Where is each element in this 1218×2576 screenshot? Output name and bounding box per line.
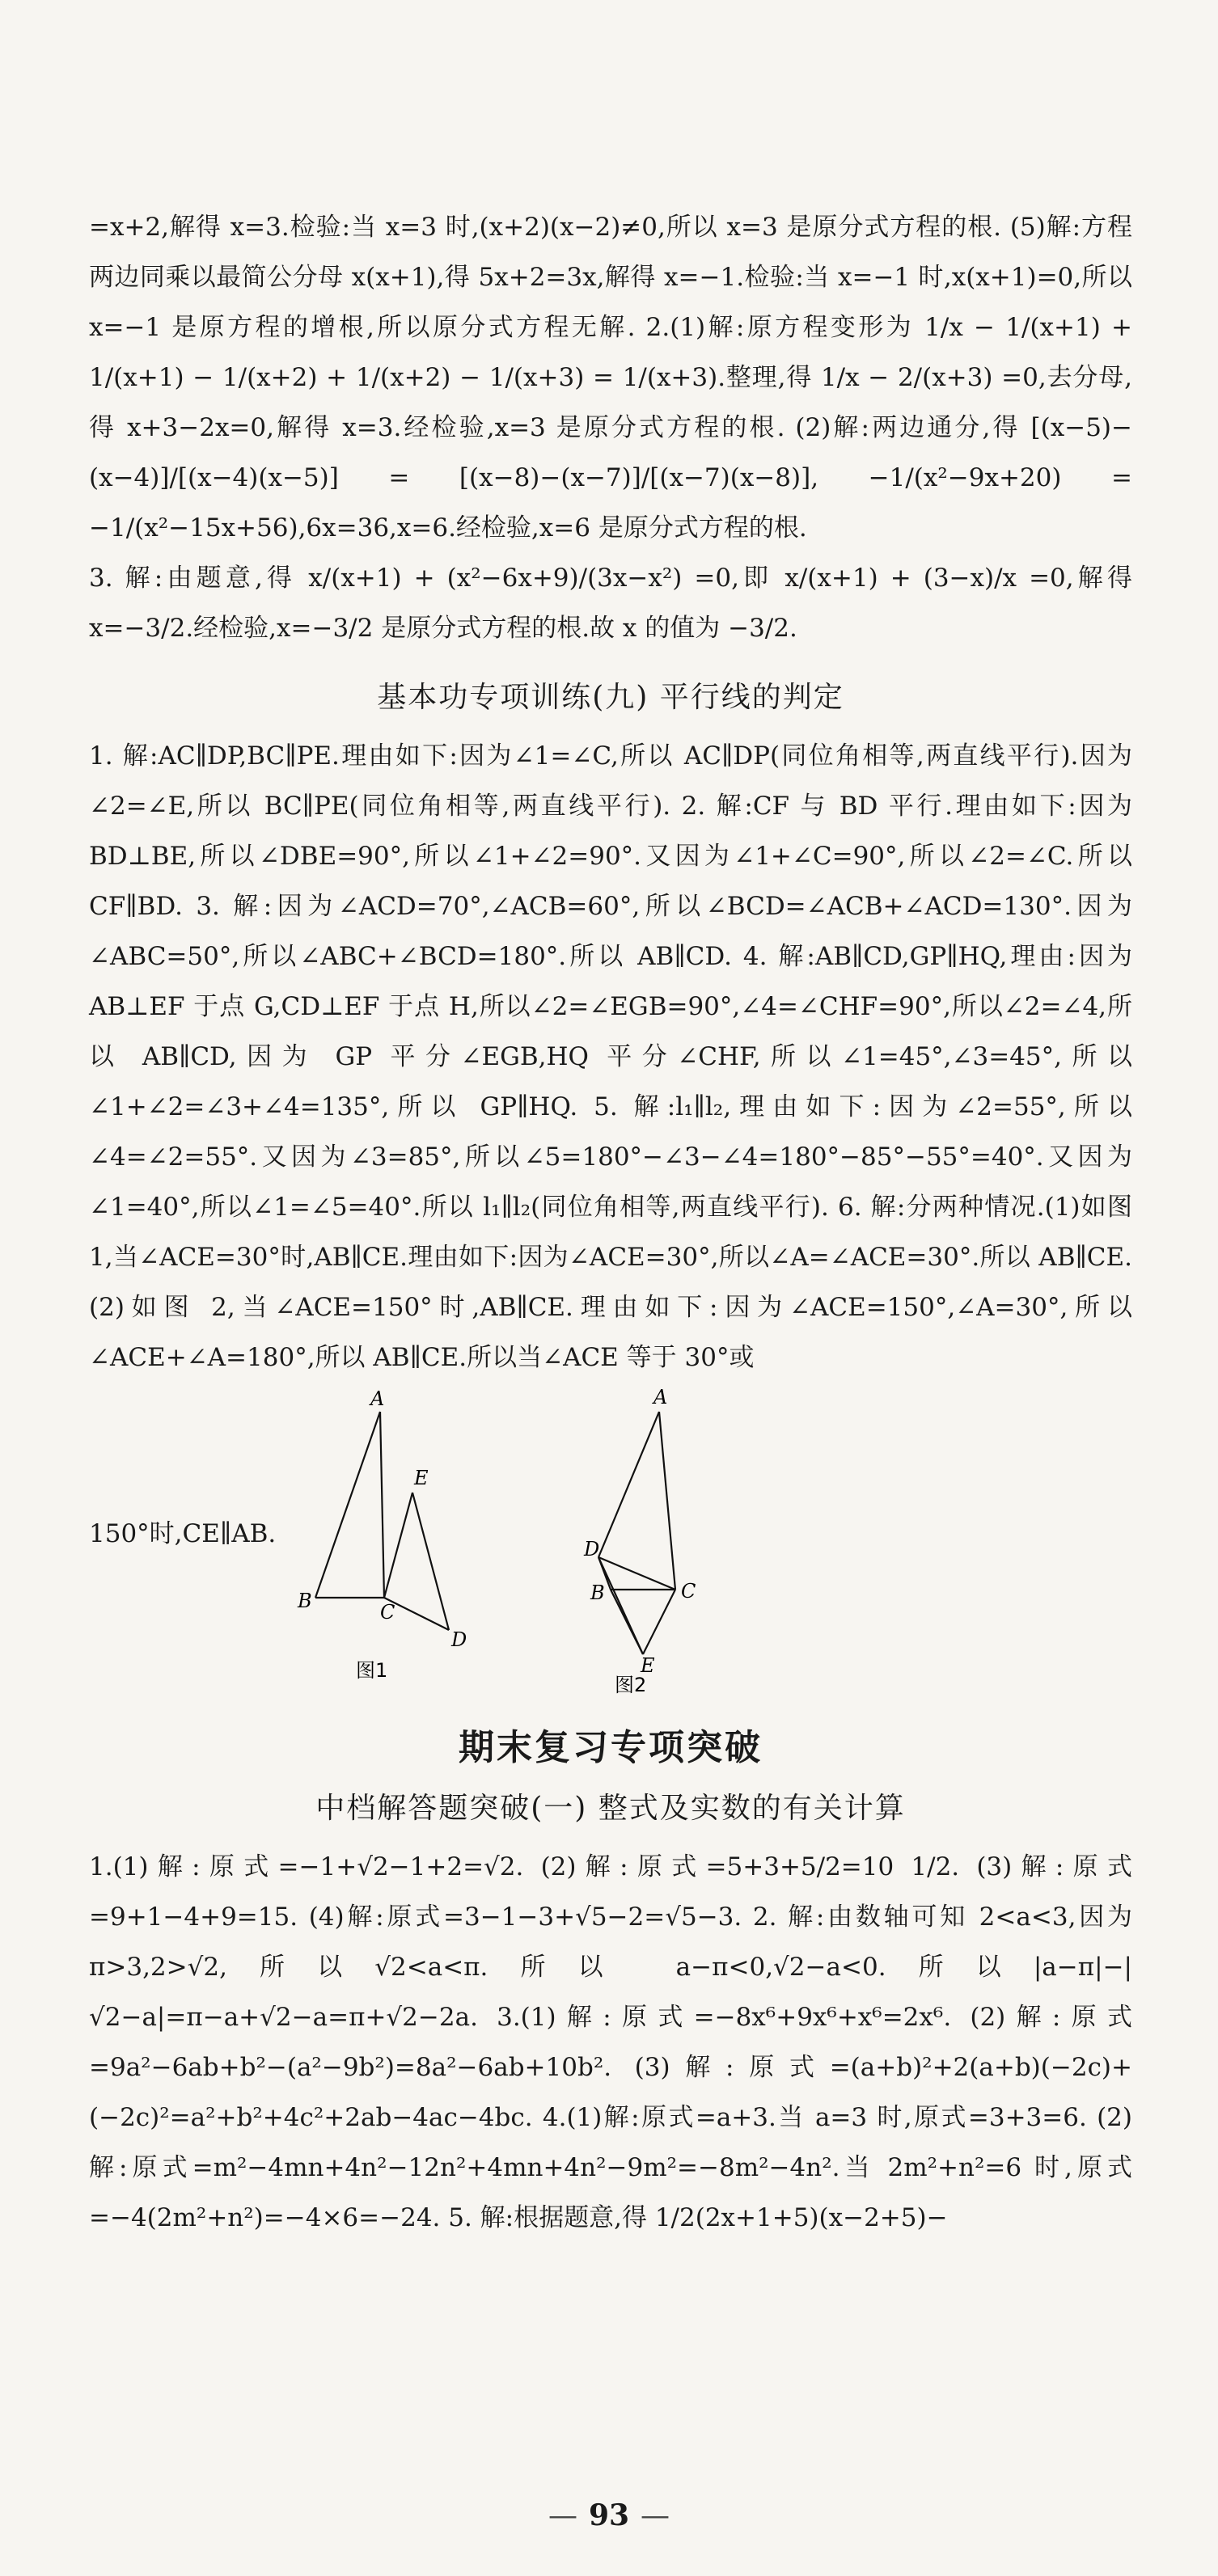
figure-2-caption: 图2 [615, 1674, 647, 1696]
page-number-footer: — 93 — [548, 2498, 670, 2532]
answer-paragraph-calculation: 1.(1)解:原式=−1+√2−1+2=√2. (2)解:原式=5+3+5/2=10 1/2. (3)解:原式=9+1−4+9=15. (4)解:原式=3−1−3+√5−2=√5−3. 2. 解:由数轴可知 2<a<3,因为 π>3,2>√2,所以√2<a<π.所以 a−π<0,√2−a<0.所以|a−π|−|√2−a|=π−a+√2−a=π+√2−2a. 3.(1)解:原式=−8x⁶+9x⁶+x⁶=2x⁶. (2)解:原式=9a²−6ab+b²−(a²−9b²)=8a²−6ab+10b². (3)解:原式=(a+b)²+2(a+b)(−2c)+(−2c)²=a²+b²+4c²+2ab−4ac−4bc. 4.(1)解:原式=a+3.当 a=3 时,原式=3+3=6. (2)解:原式=m²−4mn+4n²−12n²+4mn+4n²−9m²=−8m²−4n².当 2m²+n²=6 时,原式=−4(2m²+n²)=−4×6=−24. 5. 解:根据题意,得 1/2(2x+1+5)(x−2+5)− [89, 1852, 1132, 2232]
fig2-label-d: D [584, 1538, 600, 1560]
answer-paragraph-fractional-equations: =x+2,解得 x=3.检验:当 x=3 时,(x+2)(x−2)≠0,所以 x=3 是原分式方程的根. (5)解:方程两边同乘以最简公分母 x(x+1),得 5x+2=3x,解得 x=−1.检验:当 x=−1 时,x(x+1)=0,所以 x=−1 是原方程的增根,所以原分式方程无解. 2.(1)解:原方程变形为 1/x − 1/(x+1) + 1/(x+1) − 1/(x+2) + 1/(x+2) − 1/(x+3) = 1/(x+3).整理,得 1/x − 2/(x+3) =0,去分母,得 x+3−2x=0,解得 x=3.经检验,x=3 是原分式方程的根. (2)解:两边通分,得 [(x−5)−(x−4)]/[(x−4)(x−5)] = [(x−8)−(x−7)]/[(x−7)(x−8)], −1/(x²−9x+20) = −1/(x²−15x+56),6x=36,x=6.经检验,x=6 是原分式方程的根. [89, 213, 1132, 543]
fig2-label-c: C [681, 1580, 696, 1603]
figure-lead-text: 150°时,CE∥AB. [89, 1519, 277, 1548]
page-content [89, 202, 1132, 2243]
fig1-label-e: E [414, 1467, 429, 1489]
answer-paragraph-q3: 3. 解:由题意,得 x/(x+1) + (x²−6x+9)/(3x−x²) =0,即 x/(x+1) + (3−x)/x =0,解得 x=−3/2.经检验,x=−3/2 是原分式方程的根.故 x 的值为 −3/2. [89, 564, 1133, 643]
figure-2-diagram [566, 1386, 728, 1696]
figure-2 [566, 1386, 728, 1696]
figure-1-diagram [291, 1387, 485, 1687]
fig1-label-c: C [380, 1601, 395, 1624]
fig1-label-d: D [451, 1628, 467, 1651]
chapter-title: 期末复习专项突破 [459, 1727, 763, 1768]
page-number: 93 [588, 2498, 630, 2532]
fig1-label-b: B [298, 1590, 312, 1612]
section-title-parallel-lines: 基本功专项训练(九) 平行线的判定 [377, 681, 844, 714]
fig2-label-b: B [590, 1581, 605, 1604]
fig1-label-a: A [370, 1387, 385, 1410]
answer-paragraph-parallel-lines: 1. 解:AC∥DP,BC∥PE.理由如下:因为∠1=∠C,所以 AC∥DP(同位角相等,两直线平行).因为∠2=∠E,所以 BC∥PE(同位角相等,两直线平行). 2. 解:CF 与 BD 平行.理由如下:因为 BD⊥BE,所以∠DBE=90°,所以∠1+∠2=90°.又因为∠1+∠C=90°,所以∠2=∠C.所以 CF∥BD. 3. 解:因为∠ACD=70°,∠ACB=60°,所以∠BCD=∠ACB+∠ACD=130°.因为∠ABC=50°,所以∠ABC+∠BCD=180°.所以 AB∥CD. 4. 解:AB∥CD,GP∥HQ,理由:因为 AB⊥EF 于点 G,CD⊥EF 于点 H,所以∠2=∠EGB=90°,∠4=∠CHF=90°,所以∠2=∠4,所以 AB∥CD,因为 GP 平分∠EGB,HQ 平分∠CHF,所以∠1=45°,∠3=45°,所以∠1+∠2=∠3+∠4=135°,所以 GP∥HQ. 5. 解:l₁∥l₂,理由如下:因为∠2=55°,所以∠4=∠2=55°.又因为∠3=85°,所以∠5=180°−∠3−∠4=180°−85°−55°=40°.又因为∠1=40°,所以∠1=∠5=40°.所以 l₁∥l₂(同位角相等,两直线平行). 6. 解:分两种情况.(1)如图 1,当∠ACE=30°时,AB∥CE.理由如下:因为∠ACE=30°,所以∠A=∠ACE=30°.所以 AB∥CE. (2)如图 2,当∠ACE=150°时,AB∥CE.理由如下:因为∠ACE=150°,∠A=30°,所以∠ACE+∠A=180°,所以 AB∥CE.所以当∠ACE 等于 30°或 [89, 741, 1132, 1372]
section-title-calculation: 中档解答题突破(一) 整式及实数的有关计算 [315, 1792, 906, 1825]
figure-1-caption: 图1 [356, 1659, 388, 1682]
figure-1 [291, 1387, 485, 1690]
figure-row [89, 1387, 1132, 1695]
fig2-label-e: E [641, 1654, 655, 1677]
fig2-label-a: A [653, 1386, 668, 1408]
